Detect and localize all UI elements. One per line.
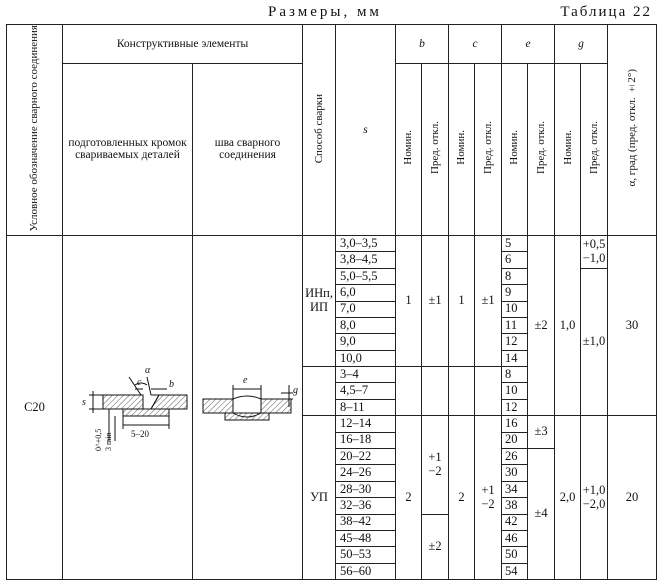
c-nom-g2: 2 <box>449 416 475 580</box>
designation-cell: С20 <box>7 235 63 579</box>
col-b-dev: Пред. откл. <box>422 63 449 235</box>
b-dev-g2a: +1 −2 <box>422 416 449 514</box>
col-g-dev: Пред. откл. <box>581 63 608 235</box>
method-gap-inp <box>303 367 336 416</box>
s-value: 10,0 <box>336 350 396 366</box>
col-e-dev: Пред. откл. <box>528 63 555 235</box>
e-nom-value: 8 <box>502 268 528 284</box>
col-e-nom: Номин. <box>502 63 528 235</box>
g-dev-g1a: +0,5 −1,0 <box>581 235 608 268</box>
e-nom-value: 50 <box>502 547 528 563</box>
col-b-nom: Номин. <box>396 63 422 235</box>
label-alpha: α <box>144 364 150 376</box>
method-inp-ip: ИНп, ИП <box>303 235 336 366</box>
label-e: e <box>242 374 247 386</box>
label-c: c <box>136 376 141 388</box>
alpha-b: 20 <box>608 416 657 580</box>
s-value: 20–22 <box>336 449 396 465</box>
b-gap-dev <box>422 367 449 416</box>
weld-seam-sketch <box>193 235 303 579</box>
c-gap-dev <box>475 367 502 416</box>
c-gap <box>449 367 475 416</box>
b-dev-g1: ±1 <box>422 235 449 366</box>
col-construct: Конструктивные элементы <box>63 25 303 64</box>
s-value: 28–30 <box>336 481 396 497</box>
e-nom-value: 42 <box>502 514 528 530</box>
s-value: 12–14 <box>336 416 396 432</box>
e-dev-g2b: ±4 <box>528 449 555 580</box>
col-e: e <box>502 25 555 64</box>
s-value: 32–36 <box>336 498 396 514</box>
e-nom-value: 11 <box>502 317 528 333</box>
col-c-nom: Номин. <box>449 63 475 235</box>
weld-seam-drawing <box>195 363 301 453</box>
s-value: 3–4 <box>336 367 396 383</box>
e-nom-value: 12 <box>502 334 528 350</box>
col-method: Способ сварки <box>303 25 336 236</box>
s-value: 50–53 <box>336 547 396 563</box>
e-nom-value: 14 <box>502 350 528 366</box>
col-seam: шва сварного соединения <box>193 63 303 235</box>
s-value: 8–11 <box>336 399 396 415</box>
e-nom-value: 9 <box>502 285 528 301</box>
e-dev-g1: ±2 <box>528 235 555 415</box>
table-number: Таблица 22 <box>560 4 652 20</box>
col-g-nom: Номин. <box>555 63 581 235</box>
s-value: 4,5–7 <box>336 383 396 399</box>
label-min: 3 min <box>103 432 113 451</box>
b-gap <box>396 367 422 416</box>
method-up: УП <box>303 416 336 580</box>
s-value: 8,0 <box>336 317 396 333</box>
b-dev-g2b: ±2 <box>422 514 449 580</box>
col-c-dev: Пред. откл. <box>475 63 502 235</box>
c-dev-g1: ±1 <box>475 235 502 366</box>
e-nom-value: 10 <box>502 383 528 399</box>
c-dev-g2: +1 −2 <box>475 416 502 580</box>
label-b: b <box>168 378 174 390</box>
dimensions-table <box>6 24 656 578</box>
col-c: c <box>449 25 502 64</box>
s-value: 7,0 <box>336 301 396 317</box>
col-b: b <box>396 25 449 64</box>
g-dev-g1b: ±1,0 <box>581 268 608 416</box>
s-value: 3,8–4,5 <box>336 252 396 268</box>
g-nom-g1: 1,0 <box>555 235 581 415</box>
s-value: 45–48 <box>336 530 396 546</box>
col-designation: Условное обозначение сварного соединения <box>7 25 63 236</box>
label-range: 5–20 <box>130 428 149 439</box>
label-tol: 0^+0,5 <box>93 428 103 451</box>
e-nom-value: 38 <box>502 498 528 514</box>
e-nom-value: 20 <box>502 432 528 448</box>
s-value: 3,0–3,5 <box>336 235 396 251</box>
e-nom-value: 26 <box>502 449 528 465</box>
c-nom-g1: 1 <box>449 235 475 366</box>
label-g: g <box>292 384 298 396</box>
g-nom-g2: 2,0 <box>555 416 581 580</box>
e-nom-value: 30 <box>502 465 528 481</box>
prepared-edges-sketch <box>63 235 193 579</box>
col-g: g <box>555 25 608 64</box>
e-dev-g2a: ±3 <box>528 416 555 449</box>
s-value: 38–42 <box>336 514 396 530</box>
s-value: 9,0 <box>336 334 396 350</box>
s-value: 24–26 <box>336 465 396 481</box>
prepared-edges-drawing <box>65 363 191 453</box>
e-nom-value: 12 <box>502 399 528 415</box>
g-dev-g2: +1,0 −2,0 <box>581 416 608 580</box>
col-s: s <box>336 25 396 236</box>
e-nom-value: 16 <box>502 416 528 432</box>
e-nom-value: 54 <box>502 563 528 579</box>
b-nom-g2: 2 <box>396 416 422 580</box>
table-title: Размеры, мм <box>268 4 382 20</box>
col-prepared: подготовленных кромок свариваемых деталей <box>63 63 193 235</box>
col-alpha: α, град (пред. откл. ±2°) <box>608 25 657 236</box>
b-nom-g1: 1 <box>396 235 422 366</box>
s-value: 6,0 <box>336 285 396 301</box>
s-value: 16–18 <box>336 432 396 448</box>
e-nom-value: 46 <box>502 530 528 546</box>
e-nom-value: 8 <box>502 367 528 383</box>
label-s: s <box>81 396 86 408</box>
alpha-a: 30 <box>608 235 657 415</box>
s-value: 5,0–5,5 <box>336 268 396 284</box>
s-value: 56–60 <box>336 563 396 579</box>
e-nom-value: 34 <box>502 481 528 497</box>
e-nom-value: 5 <box>502 235 528 251</box>
e-nom-value: 10 <box>502 301 528 317</box>
e-nom-value: 6 <box>502 252 528 268</box>
